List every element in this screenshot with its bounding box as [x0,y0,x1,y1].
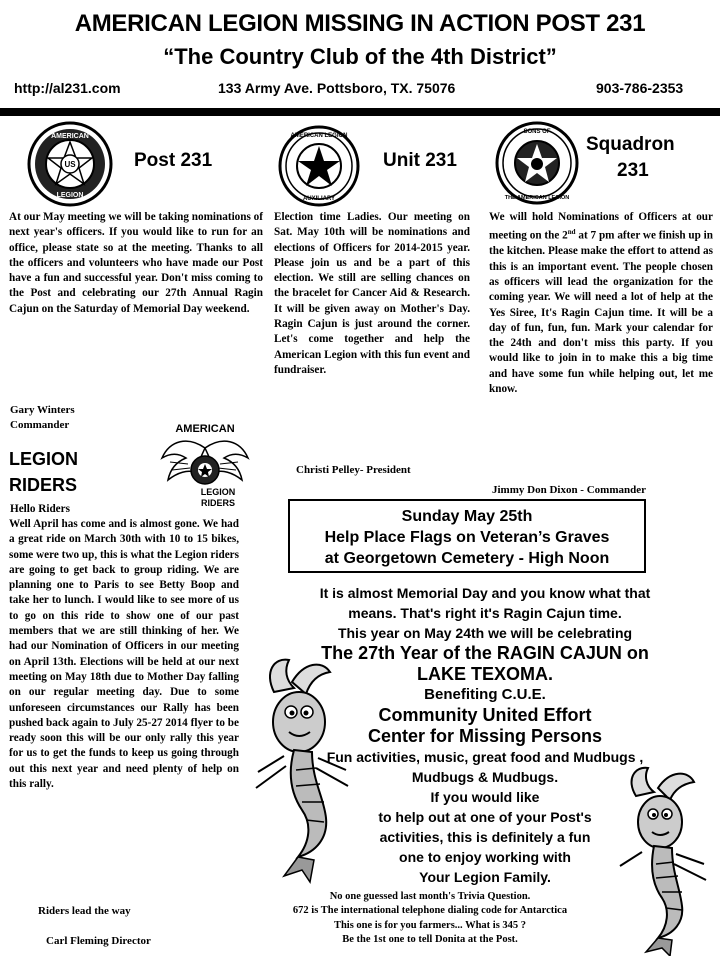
squadron-logo-text-top: SONS OF [523,129,551,135]
unit-heading: Unit 231 [383,150,457,171]
riders-greeting: Hello Riders [10,503,70,515]
cajun-line13: activities, this is definitely a fun [379,829,591,845]
riders-heading-line2: RIDERS [9,475,78,495]
cajun-line10: Mudbugs & Mudbugs. [411,769,559,785]
riders-heading-line1: LEGION [9,449,79,469]
squadron-article-sup: nd [567,228,576,237]
newsletter-title: AMERICAN LEGION MISSING IN ACTION POST 231 [74,10,646,37]
auxiliary-emblem [276,124,362,208]
cajun-line9: Fun activities, music, great food and Mudbugs , [326,749,644,765]
post-phone: 903-786-2353 [596,80,684,96]
post-article: At our May meeting we will be taking nominations of next year's officers. If you would like to run for an office, please state so at the meeting. Thanks to all the officers and volunteers who have made our Post have a fun and successful year. Don't miss coming to the Post and celebrating our 27th Annual Ragin Cajun on the Saturday of Memorial Day weekend. [9,211,263,315]
cajun-line6: Benefiting C.U.E. [424,686,546,703]
riders-logo-text-bottom: RIDERS [200,498,236,508]
squadron-signature: Jimmy Don Dixon - Commander [492,484,646,496]
trivia-line2: 672 is The international telephone dialing code for Antarctica [292,905,568,917]
unit-logo-text-bottom: AUXILIARY [302,196,336,202]
flag-line2: Help Place Flags on Veteran’s Graves [324,529,610,546]
squadron-article [489,210,713,397]
post-address: 133 Army Ave. Pottsboro, TX. 75076 [218,80,456,96]
riders-logo-text-middle: LEGION [200,487,236,497]
trivia-line1: No one guessed last month's Trivia Question. [329,891,531,902]
cajun-line1: It is almost Memorial Day and you know what that [319,585,651,601]
squadron-article-post: at 7 pm after we finish up in the kitchen. Please make the effort to attend as this is an important event. The people chosen as officers will lead the organization for the coming year. We will need a lot of help at the Yes Siree, It's Ragin Cajun time. It will be a day of fun, fun, fun. Mark your calendar for the 24th and don't miss this party. If you would like to join in to make this a big time and have some fun while helping out, let me know. [489,230,713,395]
post-logo-text-top: AMERICAN [51,133,89,140]
riders-signature: Carl Fleming Director [46,935,151,947]
cajun-line4: The 27th Year of the RAGIN CAJUN on [321,643,649,663]
riders-article: Well April has come and is almost gone. We had a great ride on March 30th with 10 to 15 bikes, some were two up, this is what the Legion riders are going to get back to group riding. We are planning one to Paris to see Betty Boop and take her to lunch. I would like to see more of us to go on this ride to show one of our past members that we are still thinking of her. We had our Nomination of Officers in our meeting on April 13th. Elections will be held at our next meeting on May 18th due to Mother Day falling on our regular meeting day. Due to some unforeseen circumstances our Rally has been pushed back again to July 25-27 2014 flyer to be ready soon this will be our only rally this year for us to get the funds to keep us going through out this next year and need plenty of help on this rally. [9,518,239,791]
squadron-heading-line2: 231 [617,160,649,181]
cajun-line11: If you would like [430,789,540,805]
sons-of-legion-emblem [494,120,580,206]
unit-article: Election time Ladies. Our meeting on Sat. May 10th will be nominations and elections of Officers for 2014-2015 year. Please join us and be a part of this election. We still are selling chances on the bracelet for Cancer Aid & Research. It will be given away on Mother's Day. Ragin Cajun is just around the corner. Let's come together and help the American Legion with this fun event and fundraiser. [274,211,470,376]
trivia-section [210,890,650,948]
post-heading: Post 231 [134,150,213,171]
american-legion-emblem [24,120,116,208]
post-signer-title: Commander [10,419,70,431]
post-signer-name: Gary Winters [10,404,75,416]
website-link[interactable]: http://al231.com [14,80,121,96]
newsletter-subtitle: “The Country Club of the 4th District” [163,44,557,69]
crawfish-illustration-left [244,652,364,888]
trivia-line3: This one is for you farmers... What is 345 ? [333,919,527,931]
cajun-line12: to help out at one of your Post's [378,809,592,825]
trivia-line4: Be the 1st one to tell Donita at the Post. [342,934,518,946]
unit-logo-text-top: AMERICAN LEGION [290,133,348,139]
cajun-line14: one to enjoy working with [399,849,571,865]
riders-closing: Riders lead the way [38,905,131,917]
flag-line3: at Georgetown Cemetery - High Noon [324,550,610,567]
cajun-line15: Your Legion Family. [419,869,551,885]
post-logo-text-bottom: LEGION [56,192,84,199]
cajun-line8: Center for Missing Persons [367,726,603,746]
squadron-logo-text-bottom: THE AMERICAN LEGION [504,195,570,201]
riders-logo-text-top: AMERICAN [175,423,235,435]
cajun-line2: means. That's right it's Ragin Cajun time. [348,605,622,621]
flag-placement-notice [288,499,646,573]
unit-signature: Christi Pelley- President [296,464,411,476]
squadron-heading-line1: Squadron [586,134,675,155]
legion-riders-eagle-logo [158,418,252,508]
post-logo-text-center: US [64,160,76,169]
cajun-line3: This year on May 24th we will be celebrating [337,625,633,641]
squadron-article-pre: We will hold Nominations of Officers at our meeting on the 2 [489,211,713,243]
cajun-line7: Community United Effort [378,705,592,725]
cajun-line5: LAKE TEXOMA. [416,664,553,684]
header-divider [0,108,720,116]
flag-line1: Sunday May 25th [401,508,533,525]
